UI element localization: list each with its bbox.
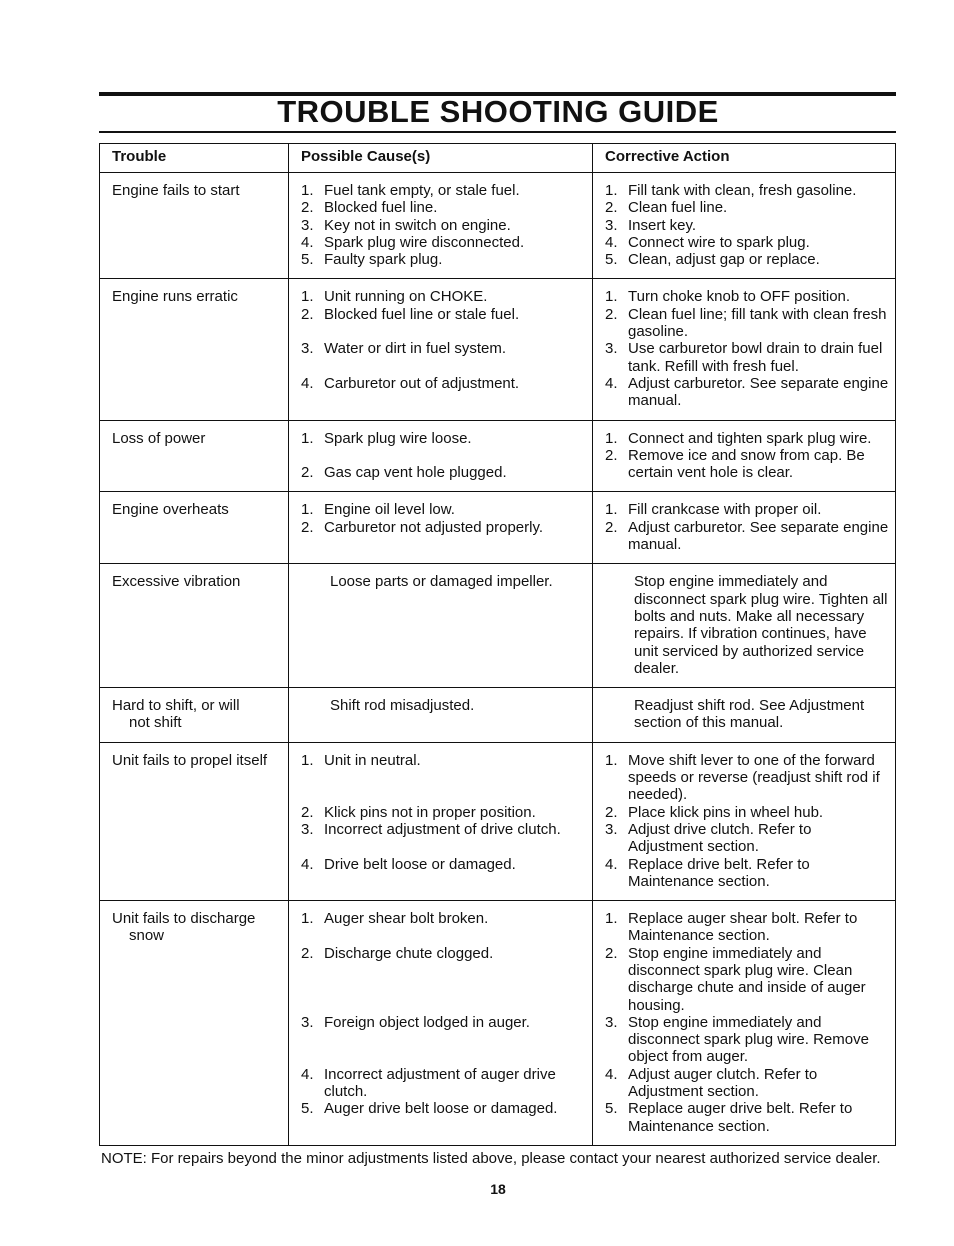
service-note: NOTE: For repairs beyond the minor adjustments listed above, please contact your nearest authorized service dealer.: [101, 1150, 881, 1167]
item-number: 4.: [301, 233, 314, 251]
action-text: Remove ice and snow from cap. Be certain vent hole is clear.: [628, 446, 865, 482]
cause-item: [301, 804, 586, 821]
action-text: Adjust carburetor. See separate engine manual.: [628, 518, 889, 554]
item-number: 3.: [301, 1013, 314, 1031]
action-cell: [593, 564, 896, 688]
action-item: [605, 340, 889, 375]
action-text: Use carburetor bowl drain to drain fuel tank. Refill with fresh fuel.: [628, 340, 883, 375]
cause-cell: [289, 420, 593, 492]
action-text: Clean, adjust gap or replace.: [628, 251, 820, 269]
trouble-label: Unit fails to propel itself: [112, 751, 268, 769]
cause-text: Spark plug wire disconnected.: [324, 233, 525, 251]
action-item: [605, 945, 889, 1014]
action-cell: [593, 742, 896, 900]
table-row: [100, 742, 896, 900]
trouble-cell: [100, 901, 289, 1146]
cause-item: [301, 910, 586, 927]
item-number: 1.: [605, 910, 618, 928]
item-number: 2.: [605, 518, 618, 536]
cause-text: Key not in switch on engine.: [324, 216, 511, 234]
table-row: [100, 901, 896, 1146]
action-item: [605, 234, 889, 251]
action-text: Adjust carburetor. See separate engine manual.: [628, 374, 889, 410]
cause-item: [301, 375, 586, 392]
action-text: Readjust shift rod. See Adjustment section of this manual.: [634, 697, 865, 732]
cause-text: Drive belt loose or damaged.: [324, 855, 516, 873]
trouble-cell: [100, 279, 289, 420]
cause-item: [301, 306, 586, 323]
trouble-label: Engine fails to start: [112, 182, 240, 199]
action-cell: [593, 279, 896, 420]
cause-cell: [289, 901, 593, 1146]
trouble-label: Hard to shift, or will: [112, 697, 240, 715]
action-text: Replace drive belt. Refer to Maintenance section.: [628, 855, 810, 890]
table-row: [100, 564, 896, 688]
item-number: 1.: [301, 182, 314, 199]
cause-item: [301, 288, 586, 305]
item-number: 3.: [301, 340, 314, 358]
trouble-label: not shift: [129, 714, 182, 732]
header-corrective-action: Corrective Action: [593, 144, 896, 173]
action-text: Fill crankcase with proper oil.: [628, 501, 822, 519]
item-number: 3.: [605, 1013, 618, 1031]
cause-text: Loose parts or damaged impeller.: [330, 573, 553, 591]
cause-text: Unit in neutral.: [324, 751, 421, 769]
action-item: [605, 856, 889, 891]
cause-item: [301, 340, 586, 357]
action-item: [605, 1066, 889, 1101]
table-header-row: [100, 144, 896, 173]
action-text: Adjust drive clutch. Refer to Adjustment section.: [628, 820, 812, 856]
table-row: [100, 173, 896, 279]
cause-item: [301, 234, 586, 251]
action-text: Turn choke knob to OFF position.: [628, 288, 851, 306]
action-item: [605, 1100, 889, 1135]
action-text: Replace auger drive belt. Refer to Maintenance section.: [628, 1100, 853, 1135]
item-number: 4.: [605, 855, 618, 873]
cause-text: Incorrect adjustment of drive clutch.: [324, 820, 561, 838]
item-number: 3.: [605, 820, 618, 838]
trouble-cell: [100, 173, 289, 279]
item-number: 4.: [605, 374, 618, 392]
cause-text: Incorrect adjustment of auger drive clutch.: [324, 1065, 556, 1101]
header-trouble: Trouble: [100, 144, 289, 173]
cause-text: Unit running on CHOKE.: [324, 288, 488, 306]
action-item: [605, 251, 889, 268]
item-number: 4.: [301, 855, 314, 873]
cause-item: [301, 752, 586, 769]
cause-text: Spark plug wire loose.: [324, 429, 472, 447]
item-number: 4.: [301, 1065, 314, 1083]
cause-text: Carburetor not adjusted properly.: [324, 518, 544, 536]
item-number: 2.: [301, 305, 314, 323]
page-number: 18: [490, 1181, 506, 1197]
action-item: [605, 910, 889, 945]
action-item: [605, 752, 889, 804]
action-item: [605, 306, 889, 341]
action-item: [605, 804, 889, 821]
action-text: Stop engine immediately and disconnect spark plug wire. Remove object from auger.: [628, 1013, 869, 1066]
cause-cell: [289, 279, 593, 420]
cause-item: [301, 1100, 586, 1117]
cause-text: Gas cap vent hole plugged.: [324, 464, 507, 482]
item-number: 4.: [301, 374, 314, 392]
item-number: 2.: [605, 944, 618, 962]
cause-text: Faulty spark plug.: [324, 251, 443, 269]
cause-item: [301, 251, 586, 268]
trouble-cell: [100, 420, 289, 492]
action-text: Clean fuel line; fill tank with clean fresh gasoline.: [628, 305, 887, 341]
item-number: 2.: [605, 199, 618, 217]
action-text: Move shift lever to one of the forward speeds or reverse (readjust shift rod if needed).: [628, 751, 880, 804]
trouble-label: Engine overheats: [112, 501, 229, 519]
item-number: 1.: [605, 429, 618, 447]
item-number: 2.: [301, 518, 314, 536]
action-item: [605, 697, 889, 732]
action-item: [605, 182, 889, 199]
cause-item: [301, 573, 586, 590]
action-text: Stop engine immediately and disconnect spark plug wire. Clean discharge chute and inside of auger housing.: [628, 944, 866, 1014]
trouble-label: Loss of power: [112, 429, 206, 447]
table-row: [100, 279, 896, 420]
item-number: 2.: [605, 446, 618, 464]
item-number: 3.: [301, 216, 314, 234]
action-item: [605, 217, 889, 234]
cause-cell: [289, 492, 593, 564]
item-number: 4.: [605, 1065, 618, 1083]
action-item: [605, 288, 889, 305]
action-item: [605, 821, 889, 856]
cause-text: Blocked fuel line.: [324, 199, 438, 217]
action-cell: [593, 688, 896, 743]
cause-cell: [289, 173, 593, 279]
item-number: 2.: [301, 944, 314, 962]
table-row: [100, 492, 896, 564]
trouble-label: Engine runs erratic: [112, 288, 238, 306]
cause-item: [301, 464, 586, 481]
item-number: 5.: [605, 1100, 618, 1118]
trouble-shooting-table: [99, 143, 896, 1146]
action-text: Fill tank with clean, fresh gasoline.: [628, 182, 857, 199]
item-number: 1.: [605, 751, 618, 769]
cause-item: [301, 182, 586, 199]
item-number: 2.: [301, 803, 314, 821]
action-cell: [593, 420, 896, 492]
cause-text: Carburetor out of adjustment.: [324, 374, 520, 392]
cause-text: Blocked fuel line or stale fuel.: [324, 305, 520, 323]
trouble-label: Unit fails to discharge: [112, 910, 256, 928]
trouble-cell: [100, 688, 289, 743]
item-number: 4.: [605, 233, 618, 251]
trouble-label: snow: [129, 927, 165, 945]
trouble-cell: [100, 492, 289, 564]
action-cell: [593, 492, 896, 564]
cause-item: [301, 501, 586, 518]
action-cell: [593, 901, 896, 1146]
item-number: 1.: [301, 910, 314, 928]
action-item: [605, 375, 889, 410]
table-row: [100, 688, 896, 743]
action-item: [605, 501, 889, 518]
cause-cell: [289, 688, 593, 743]
cause-text: Fuel tank empty, or stale fuel.: [324, 182, 520, 199]
cause-item: [301, 217, 586, 234]
action-item: [605, 573, 889, 677]
item-number: 3.: [301, 820, 314, 838]
action-item: [605, 447, 889, 482]
item-number: 5.: [301, 1100, 314, 1118]
action-item: [605, 1014, 889, 1066]
cause-cell: [289, 742, 593, 900]
cause-text: Shift rod misadjusted.: [330, 697, 475, 715]
item-number: 3.: [605, 216, 618, 234]
item-number: 2.: [605, 305, 618, 323]
action-text: Adjust auger clutch. Refer to Adjustment section.: [628, 1065, 818, 1101]
cause-text: Discharge chute clogged.: [324, 944, 494, 962]
item-number: 1.: [605, 288, 618, 306]
cause-text: Engine oil level low.: [324, 501, 455, 519]
title-rule-bottom: [99, 131, 896, 133]
item-number: 1.: [605, 501, 618, 519]
action-item: [605, 519, 889, 554]
action-text: Stop engine immediately and disconnect spark plug wire. Tighten all bolts and nuts. Make all necessary repairs. If vibration continues, have unit serviced by authorized service dealer.: [634, 573, 888, 677]
table-row: [100, 420, 896, 492]
item-number: 2.: [605, 803, 618, 821]
action-text: Clean fuel line.: [628, 199, 728, 217]
cause-text: Water or dirt in fuel system.: [324, 340, 506, 358]
trouble-cell: [100, 564, 289, 688]
item-number: 1.: [301, 288, 314, 306]
action-text: Place klick pins in wheel hub.: [628, 803, 824, 821]
action-text: Replace auger shear bolt. Refer to Maintenance section.: [628, 910, 858, 945]
item-number: 1.: [301, 429, 314, 447]
action-text: Connect wire to spark plug.: [628, 233, 810, 251]
action-text: Insert key.: [628, 216, 697, 234]
table-body: [100, 173, 896, 1146]
cause-item: [301, 519, 586, 536]
cause-item: [301, 856, 586, 873]
cause-text: Auger drive belt loose or damaged.: [324, 1100, 558, 1118]
item-number: 1.: [301, 501, 314, 519]
page-title: TROUBLE SHOOTING GUIDE: [277, 94, 719, 129]
cause-cell: [289, 564, 593, 688]
header-possible-causes: Possible Cause(s): [289, 144, 593, 173]
item-number: 2.: [301, 464, 314, 482]
item-number: 1.: [301, 751, 314, 769]
cause-item: [301, 199, 586, 216]
cause-item: [301, 430, 586, 447]
action-text: Connect and tighten spark plug wire.: [628, 429, 872, 447]
cause-item: [301, 1066, 586, 1101]
action-item: [605, 199, 889, 216]
item-number: 1.: [605, 182, 618, 199]
trouble-cell: [100, 742, 289, 900]
item-number: 3.: [605, 340, 618, 358]
trouble-label: Excessive vibration: [112, 573, 241, 591]
cause-item: [301, 697, 586, 714]
cause-text: Auger shear bolt broken.: [324, 910, 489, 928]
cause-text: Klick pins not in proper position.: [324, 803, 536, 821]
cause-text: Foreign object lodged in auger.: [324, 1013, 530, 1031]
cause-item: [301, 945, 586, 962]
cause-item: [301, 1014, 586, 1031]
cause-item: [301, 821, 586, 838]
action-item: [605, 430, 889, 447]
action-cell: [593, 173, 896, 279]
item-number: 2.: [301, 199, 314, 217]
item-number: 5.: [605, 251, 618, 269]
item-number: 5.: [301, 251, 314, 269]
